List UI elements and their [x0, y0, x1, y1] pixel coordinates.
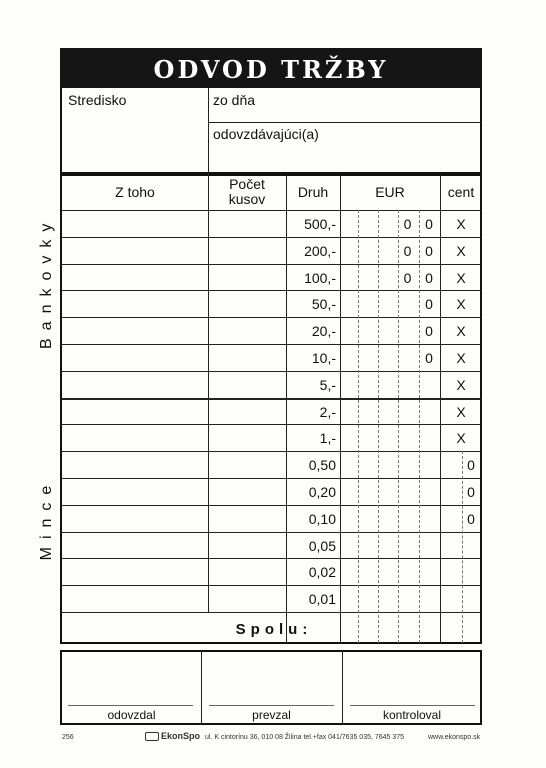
- z-toho-cell[interactable]: [62, 533, 207, 558]
- pocet-kusov-cell[interactable]: [209, 586, 285, 611]
- denomination: 100,-: [304, 269, 336, 286]
- pocet-kusov-cell[interactable]: [209, 425, 285, 450]
- eur-digit: 0: [425, 323, 433, 340]
- pocet-kusov-cell[interactable]: [209, 211, 285, 236]
- denomination: 0,20: [308, 484, 336, 500]
- eur-digit: 0: [425, 242, 433, 259]
- brand-name: EkonSpo: [161, 731, 201, 741]
- denomination: 20,-: [311, 323, 336, 340]
- z-toho-cell[interactable]: [62, 291, 207, 316]
- mince-side-label: Mince: [38, 477, 55, 561]
- denomination: 0,01: [308, 591, 336, 608]
- cent-value: X: [456, 403, 466, 420]
- z-toho-cell[interactable]: [62, 399, 207, 424]
- signature-line-3: [350, 705, 475, 706]
- stredisko-label: Stredisko: [68, 92, 127, 108]
- odovzdal-label: odovzdal: [107, 708, 156, 722]
- eur-digit: 0: [425, 350, 433, 366]
- prevzal-label: prevzal: [252, 708, 291, 722]
- zo-dna-label[interactable]: zo dňa: [213, 92, 256, 108]
- odovzdavajuci-label[interactable]: odovzdávajúci(a): [213, 126, 319, 142]
- z-toho-cell[interactable]: [62, 238, 207, 263]
- column-cent: cent: [447, 184, 475, 200]
- eur-digit: 0: [403, 269, 412, 286]
- header-divider: [208, 88, 209, 174]
- pocet-kusov-cell[interactable]: [209, 533, 285, 558]
- eur-digit: 0: [403, 216, 412, 232]
- pocet-kusov-cell[interactable]: [209, 479, 285, 504]
- eur-digit: 0: [425, 216, 433, 232]
- denomination: 500,-: [304, 216, 336, 232]
- column-eur: EUR: [375, 184, 405, 200]
- z-toho-cell[interactable]: [62, 345, 207, 370]
- brand-logo: [145, 731, 200, 741]
- pocet-kusov-cell[interactable]: [209, 452, 285, 477]
- pocet-kusov-cell[interactable]: [209, 372, 285, 397]
- pocet-kusov-cell[interactable]: [209, 318, 285, 343]
- column-pocet-kusov: [208, 177, 286, 207]
- z-toho-cell[interactable]: [62, 318, 207, 343]
- pocet-kusov-cell[interactable]: [209, 399, 285, 424]
- signature-line-2: [209, 705, 334, 706]
- footer-address: ul. K cintorínu 36, 010 08 Žilina tel.+fax 041/7635 035, 7645 375: [205, 734, 405, 741]
- z-toho-cell[interactable]: [62, 559, 207, 584]
- spolu-label: Spolu:: [235, 621, 313, 638]
- denomination: 0,50: [308, 457, 336, 474]
- z-toho-cell[interactable]: [62, 452, 207, 477]
- kontroloval-label: kontroloval: [382, 708, 442, 722]
- cent-value: X: [456, 296, 466, 313]
- denomination: 5,-: [319, 376, 336, 393]
- pocet-kusov-cell[interactable]: [209, 238, 285, 263]
- denomination: 50,-: [311, 296, 336, 313]
- cent-value: X: [456, 323, 466, 340]
- footer-website: www.ekonspo.sk: [428, 734, 481, 741]
- column-z-toho: Z toho: [115, 184, 155, 200]
- signature-line-1: [68, 705, 193, 706]
- cent-value: 0: [467, 457, 475, 474]
- kusov-label: kusov: [228, 191, 266, 207]
- brand-logo-icon: [145, 732, 159, 741]
- z-toho-cell[interactable]: [62, 479, 207, 504]
- column-druh: Druh: [297, 184, 329, 200]
- pocet-kusov-cell[interactable]: [209, 345, 285, 370]
- cent-value: 0: [467, 484, 475, 500]
- pocet-label: Počet: [229, 176, 265, 192]
- cent-value: X: [456, 269, 466, 286]
- denomination: 0,05: [308, 537, 336, 554]
- z-toho-cell[interactable]: [62, 425, 207, 450]
- bankovky-side-label: Bankovky: [38, 215, 55, 349]
- eur-digit: 0: [425, 296, 433, 313]
- z-toho-cell[interactable]: [62, 211, 207, 236]
- z-toho-cell[interactable]: [62, 506, 207, 531]
- pocet-kusov-cell[interactable]: [209, 291, 285, 316]
- denomination: 2,-: [319, 403, 336, 420]
- pocet-kusov-cell[interactable]: [209, 506, 285, 531]
- cent-value: X: [456, 376, 466, 393]
- form-code: 256: [62, 734, 74, 741]
- header-row-divider: [208, 122, 481, 123]
- cent-value: 0: [467, 510, 475, 527]
- eur-digit: 0: [403, 242, 412, 259]
- denomination: 1,-: [319, 430, 336, 447]
- denomination: 10,-: [311, 350, 336, 366]
- cent-value: X: [456, 430, 466, 447]
- denomination: 0,10: [308, 510, 336, 527]
- eur-digit: 0: [425, 269, 433, 286]
- pocet-kusov-cell[interactable]: [209, 265, 285, 290]
- cent-value: X: [456, 216, 466, 232]
- pocet-kusov-cell[interactable]: [209, 559, 285, 584]
- z-toho-cell[interactable]: [62, 265, 207, 290]
- form-title: ODVOD TRŽBY: [60, 48, 482, 88]
- cent-value: X: [456, 242, 466, 259]
- denomination: 200,-: [304, 242, 336, 259]
- z-toho-cell[interactable]: [62, 372, 207, 397]
- total-separator: [61, 612, 481, 613]
- z-toho-cell[interactable]: [62, 586, 207, 611]
- cent-value: X: [456, 350, 466, 366]
- denomination: 0,02: [308, 564, 336, 581]
